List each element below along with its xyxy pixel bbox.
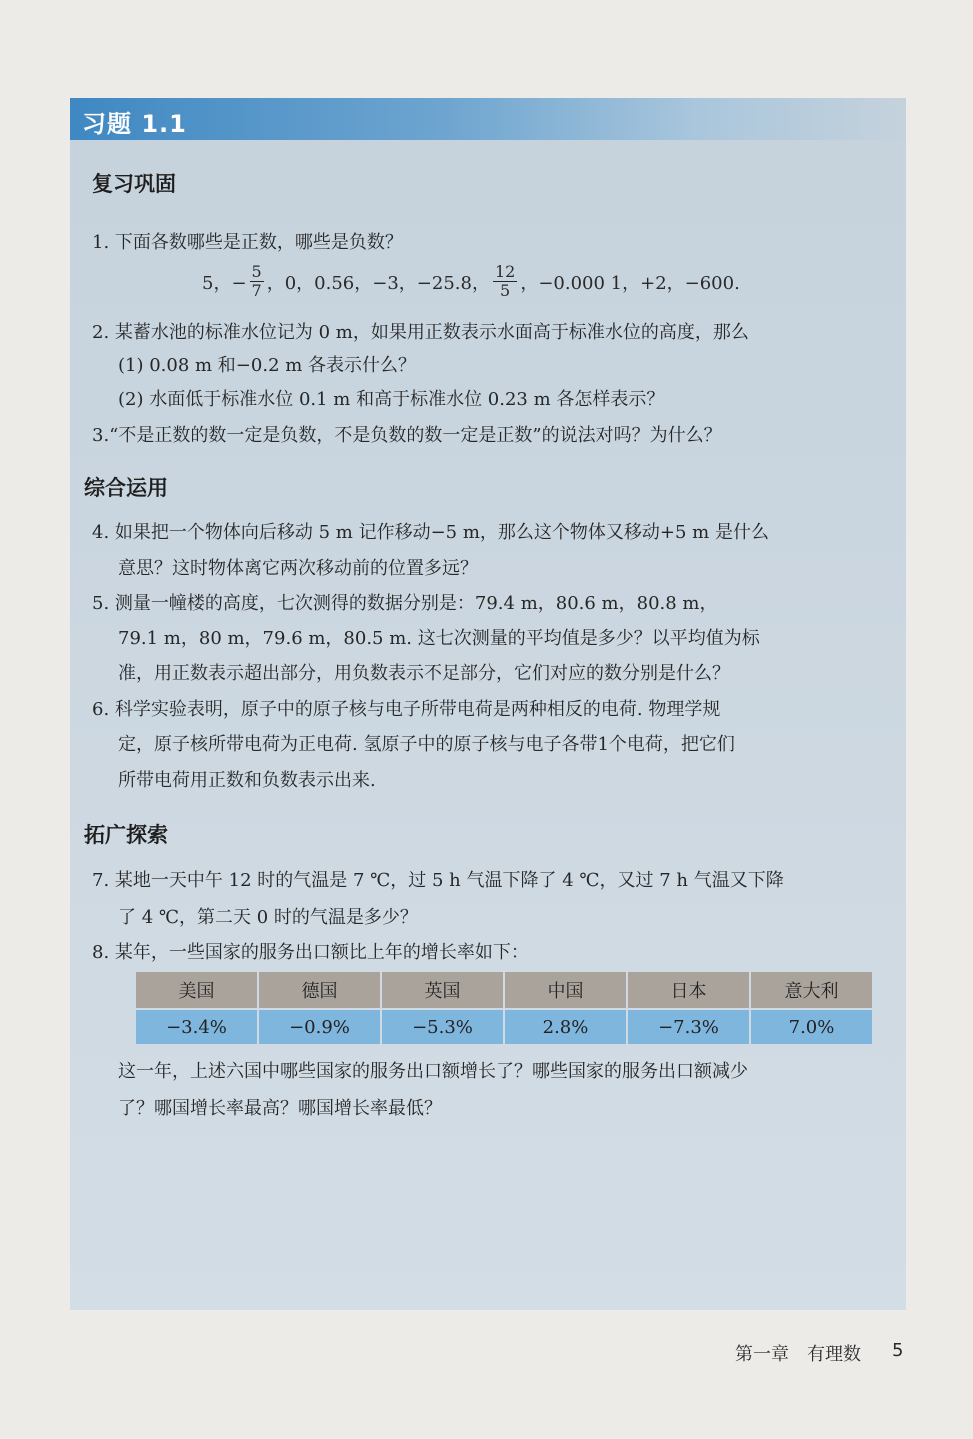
q1-formula-part1: 5，−: [202, 272, 247, 294]
table-header-cell: 德国: [259, 972, 380, 1008]
q2-line-1: 2. 某蓄水池的标准水位记为 0 m，如果用正数表示水面高于标准水位的高度，那么: [92, 322, 749, 343]
section-explore-heading: 拓广探索: [84, 823, 168, 847]
section-review-heading: 复习巩固: [92, 172, 176, 196]
table-header-cell: 中国: [505, 972, 626, 1008]
q1-formula-part3: ，−0.000 1，+2，−600.: [520, 272, 740, 294]
growth-rate-table: [134, 970, 874, 1046]
q6-line-1: 6. 科学实验表明，原子中的原子核与电子所带电荷是两种相反的电荷. 物理学规: [92, 699, 721, 720]
q1-fraction-2: [493, 263, 517, 300]
q6-line-2: 定，原子核所带电荷为正电荷. 氢原子中的原子核与电子各带1个电荷，把它们: [118, 734, 735, 755]
q1-fraction-2-denominator: 5: [500, 281, 511, 300]
table-header-cell: 英国: [382, 972, 503, 1008]
q4-line-1: 4. 如果把一个物体向后移动 5 m 记作移动−5 m，那么这个物体又移动+5 m 是什么: [92, 522, 769, 543]
q1-formula: [202, 263, 740, 300]
exercise-panel: [70, 98, 906, 1310]
q5-line-2: 79.1 m，80 m，79.6 m，80.5 m. 这七次测量的平均值是多少？以平均值为标: [118, 628, 760, 649]
q8-after-line-1: 这一年，上述六国中哪些国家的服务出口额增长了？哪些国家的服务出口额减少: [118, 1061, 748, 1082]
q1-text: 1. 下面各数哪些是正数，哪些是负数？: [92, 232, 403, 253]
q6-line-3: 所带电荷用正数和负数表示出来.: [118, 770, 376, 791]
q5-line-1: 5. 测量一幢楼的高度，七次测得的数据分别是：79.4 m，80.6 m，80.8 m，: [92, 593, 718, 614]
table-cell: 2.8%: [505, 1010, 626, 1044]
q2-line-2: (1) 0.08 m 和−0.2 m 各表示什么？: [118, 355, 417, 376]
q1-fraction-2-numerator: 12: [494, 262, 516, 281]
table-cell: −0.9%: [259, 1010, 380, 1044]
q7-line-2: 了 4 ℃，第二天 0 时的气温是多少？: [118, 907, 418, 928]
q8-after-line-2: 了？哪国增长率最高？哪国增长率最低？: [118, 1098, 442, 1119]
q7-line-1: 7. 某地一天中午 12 时的气温是 7 ℃，过 5 h 气温下降了 4 ℃，又过 7 h 气温又下降: [92, 870, 784, 891]
table-cell: 7.0%: [751, 1010, 872, 1044]
exercise-header-bar: [70, 98, 906, 140]
page-number: 5: [892, 1340, 904, 1361]
exercise-title: 习题 1.1: [82, 110, 187, 138]
q1-fraction-1-denominator: 7: [251, 281, 262, 300]
table-cell: −5.3%: [382, 1010, 503, 1044]
q1-fraction-1: [250, 263, 264, 300]
section-apply-heading: 综合运用: [84, 476, 168, 500]
q3-line-1: 3.“不是正数的数一定是负数，不是负数的数一定是正数”的说法对吗？为什么？: [92, 425, 722, 446]
table-header-cell: 意大利: [751, 972, 872, 1008]
q4-line-2: 意思？这时物体离它两次移动前的位置多远？: [118, 558, 478, 579]
table-header-cell: 日本: [628, 972, 749, 1008]
table-header-cell: 美国: [136, 972, 257, 1008]
q5-line-3: 准，用正数表示超出部分，用负数表示不足部分，它们对应的数分别是什么？: [118, 663, 730, 684]
q1-fraction-1-numerator: 5: [251, 262, 262, 281]
q2-line-3: (2) 水面低于标准水位 0.1 m 和高于标准水位 0.23 m 各怎样表示？: [118, 389, 665, 410]
footer-chapter: 第一章 有理数: [735, 1344, 861, 1365]
table-row: [136, 1010, 872, 1044]
table-cell: −7.3%: [628, 1010, 749, 1044]
table-header-row: [136, 972, 872, 1008]
q8-line-1: 8. 某年，一些国家的服务出口额比上年的增长率如下：: [92, 942, 529, 963]
q1-formula-part2: ，0，0.56，−3，−25.8，: [266, 272, 490, 294]
table-cell: −3.4%: [136, 1010, 257, 1044]
